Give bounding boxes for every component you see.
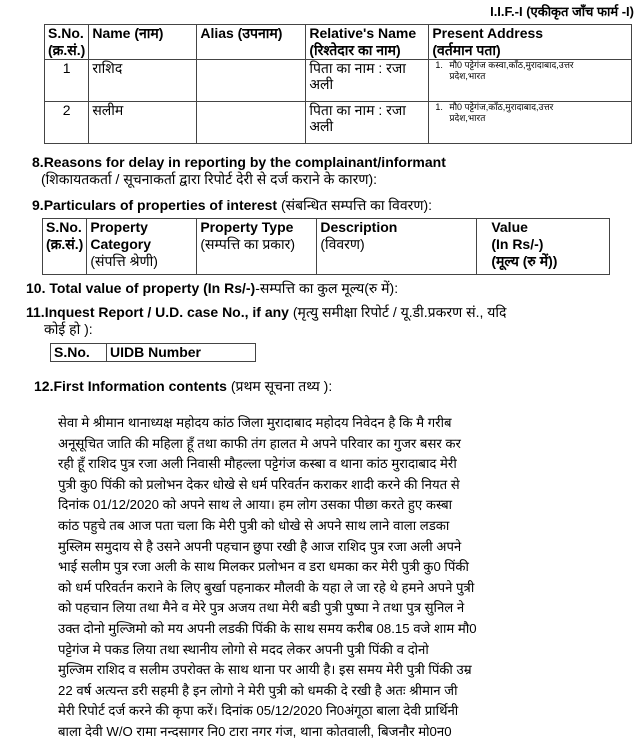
section-11-heading: 11.Inquest Report / U.D. case No., if any (मृत्यु समीक्षा रिपोर्ट / यू.डी.प्रकरण सं., यदि कोई हो ): — [26, 304, 507, 337]
section-12-heading: 12.First Information contents (प्रथम सूचना तथ्य ): — [34, 378, 333, 394]
fir-line: सेवा मे श्रीमान थानाध्यक्ष महोदय कांठ जिला मुरादाबाद महोदय निवेदन है कि मै गरीब — [58, 415, 452, 430]
cell-relative: पिता का नाम : रजा अली — [306, 102, 429, 144]
col-type: Property Type (सम्पत्ति का प्रकार) — [197, 219, 317, 275]
col-value: Value (In Rs/-) (मूल्य (रु में)) — [477, 219, 610, 275]
col-sno: S.No. (क्र.सं.) — [43, 219, 87, 275]
accused-table — [44, 24, 632, 144]
fir-line: मुल्जिम राशिद व सलीम उपरोक्त के साथ थाना पर आयी है। इस समय मेरी पुत्री पिंकी उम्र — [58, 662, 472, 678]
cell-alias — [197, 60, 306, 102]
fir-line: रही हूँ राशिद पुत्र रजा अली निवासी मौहल्ला पट्टेगंज कस्बा व थाना कांठ मुरादाबाद मेरी — [58, 456, 457, 472]
col-sno: S.No. (क्र.सं.) — [45, 25, 89, 60]
table-row — [45, 102, 632, 144]
fir-line: कांठ पहुचे तब आज पता चला कि मेरी पुत्री को धोखे से अपने साथ लाने वाला लडका — [58, 517, 450, 533]
inquest-table — [50, 343, 256, 362]
col-category: Property Category (संपत्ति श्रेणी) — [87, 219, 197, 275]
col-sno: S.No. — [51, 344, 107, 362]
fir-line: को पहचान लिया तथा मैने व मेरे पुत्र अजय तथा मेरी बडी पुत्री पुष्पा ने तथा पुत्र सुनिल ने — [58, 600, 465, 616]
cell-alias — [197, 102, 306, 144]
fir-line: मुस्लिम समुदाय से है उसने अपनी पहचान छुपा रखी है आज राशिद पुत्र रजा अली अपने — [58, 538, 462, 554]
cell-name: सलीम — [89, 102, 197, 144]
col-uidb: UIDB Number — [107, 344, 256, 362]
col-description: Description (विवरण) — [317, 219, 477, 275]
inquest-table-header — [51, 344, 256, 362]
fir-line: दिनांक 01/12/2020 को अपने साथ ले आया। हम लोग उसका पीछा करते हुए कस्बा — [58, 497, 453, 513]
form-id-header: I.I.F.-I (एकीकृत जाँच फार्म -I) — [490, 4, 634, 19]
col-name: Name (नाम) — [89, 25, 197, 60]
fir-contents — [58, 413, 603, 743]
fir-line: 22 वर्ष अत्यन्त डरी सहमी है इन लोगो ने मेरी पुत्री को धमकी दे रखी है अतः श्रीमान जी — [58, 682, 458, 698]
section-10-heading: 10. Total value of property (In Rs/-)-सम्पत्ति का कुल मूल्य(रु में): — [26, 280, 399, 296]
section-8-heading: 8.Reasons for delay in reporting by the complainant/informant (शिकायतकर्ता / सूचनाकर्ता द्वारा रिपोर्ट देरी से दर्ज कराने के कारण): — [32, 154, 446, 187]
cell-relative: पिता का नाम : रजा अली — [306, 60, 429, 102]
fir-line: बाला देवी W/O रामा नन्दसागर नि0 टारा नगर गंज, थाना कोतवाली, बिजनौर मो0न0 — [58, 723, 452, 739]
fir-line: मेरी रिपोर्ट दर्ज करने की कृपा करें। दिनांक 05/12/2020 नि0अंगूठा बाला देवी प्रार्थिनी — [58, 703, 459, 719]
col-relative: Relative's Name (रिश्तेदार का नाम) — [306, 25, 429, 60]
fir-line: उक्त दोनो मुल्जिमो को मय अपनी लडकी पिंकी के साथ समय करीब 08.15 वजे शाम मौ0 — [58, 620, 477, 636]
section-9-heading: 9.Particulars of properties of interest (संबन्धित सम्पत्ति का विवरण): — [32, 197, 433, 213]
fir-line: को धर्म परिवर्तन कराने के लिए बुर्खा पहनाकर मौलवी के यहा ले जा रहे थे हमने अपने पुत्री — [58, 579, 475, 595]
table-row — [45, 60, 632, 102]
property-table-header — [43, 219, 610, 275]
cell-address: 1. मौ0 पट्टेगंज,काँठ,मुरादाबाद,उत्तर प्रदेश,भारत — [429, 102, 632, 144]
cell-address: 1. मौ0 पट्टेगंज कस्वा,काँठ,मुरादाबाद,उत्तर प्रदेश,भारत — [429, 60, 632, 102]
cell-name: राशिद — [89, 60, 197, 102]
col-alias: Alias (उपनाम) — [197, 25, 306, 60]
col-address: Present Address (वर्तमान पता) — [429, 25, 632, 60]
fir-line: पट्टेगंज मे पकड लिया तथा स्थानीय लोगो से मदद लेकर अपनी पुत्री पिंकी व दोनो — [58, 641, 429, 657]
fir-line: अनूसूचित जाति की महिला हूँ तथा काफी तंग हालत मे अपने परिवार का गुजर बसर कर — [58, 435, 461, 451]
fir-line: पुत्री कु0 पिंकी को प्रलोभन देकर धोखे से धर्म परिवर्तन कराकर शादी करने की नियत से — [58, 476, 460, 492]
accused-table-header — [45, 25, 632, 60]
cell-sno: 2 — [45, 102, 89, 144]
cell-sno: 1 — [45, 60, 89, 102]
fir-line: भाई सलीम पुत्र रजा अली के साथ मिलकर प्रलोभन व डरा धमका कर मेरी पुत्री कु0 पिंकी — [58, 559, 469, 575]
property-table — [42, 218, 610, 275]
